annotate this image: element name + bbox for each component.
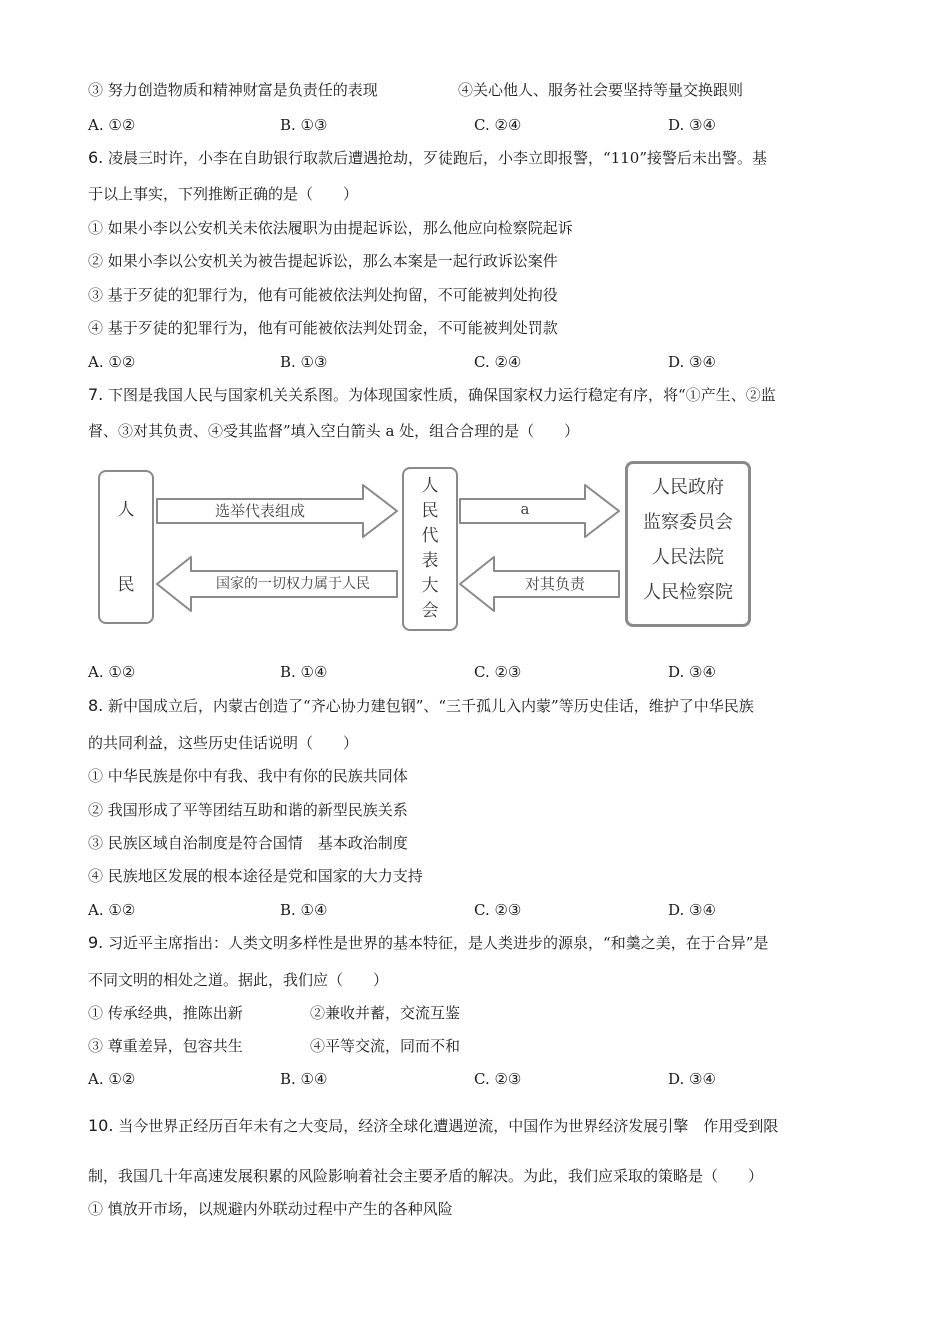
q9-statement-1: ① 传承经典，推陈出新 <box>88 1004 243 1022</box>
q8-number: 8. <box>88 696 104 715</box>
q8-option-b[interactable]: B. ①④ <box>280 901 328 919</box>
organ-government: 人民政府 <box>652 477 724 498</box>
q5-option-d[interactable]: D. ③④ <box>668 116 716 134</box>
relationship-diagram <box>95 455 760 635</box>
q9-stem-line2: 不同文明的相处之道。据此，我们应（ ） <box>88 971 389 989</box>
q9-statement-2: ②兼收并蓄，交流互鉴 <box>310 1004 461 1022</box>
q7-option-c[interactable]: C. ②③ <box>474 663 522 681</box>
q8-stem-line2: 的共同利益，这些历史佳话说明（ ） <box>88 734 359 752</box>
state-organs-box <box>625 461 751 627</box>
q6-statement-4: ④ 基于歹徒的犯罪行为，他有可能被依法判处罚金，不可能被判处罚款 <box>88 319 558 337</box>
q10-stem-text1: 当今世界正经历百年未有之大变局，经济全球化遭遇逆流，中国作为世界经济发展引擎 作用受到限 <box>118 1117 779 1135</box>
q6-number: 6. <box>88 148 104 167</box>
q8-statement-4: ④ 民族地区发展的根本途径是党和国家的大力支持 <box>88 867 423 885</box>
q6-stem-line2: 于以上事实，下列推断正确的是（ ） <box>88 185 359 203</box>
npc-box <box>402 467 458 631</box>
q6-option-a[interactable]: A. ①② <box>88 353 136 371</box>
q7-option-b[interactable]: B. ①④ <box>280 663 328 681</box>
q10-stem-line2: 制，我国几十年高速发展积累的风险影响着社会主要矛盾的解决。为此，我们应采取的策略是（ ） <box>88 1167 764 1185</box>
q8-options <box>88 900 848 920</box>
q8-statement-1: ① 中华民族是你中有我、我中有你的民族共同体 <box>88 767 408 785</box>
q8-option-a[interactable]: A. ①② <box>88 901 136 919</box>
q6-option-c[interactable]: C. ②④ <box>474 353 522 371</box>
q10-statement-1: ① 慎放开市场，以规避内外联动过程中产生的各种风险 <box>88 1200 453 1218</box>
q10-number: 10. <box>88 1116 114 1135</box>
q9-option-d[interactable]: D. ③④ <box>668 1070 716 1088</box>
q9-statement-4: ④平等交流，同而不和 <box>310 1037 461 1055</box>
q6-stem-line1 <box>88 148 767 168</box>
npc-char-5: 大 <box>421 576 439 596</box>
q7-stem-line1 <box>88 385 776 405</box>
q6-statement-2: ② 如果小李以公安机关为被告提起诉讼，那么本案是一起行政诉讼案件 <box>88 252 558 270</box>
arrow-responsible-label: 对其负责 <box>524 575 585 593</box>
q8-statement-2: ② 我国形成了平等团结互助和谐的新型民族关系 <box>88 801 408 819</box>
q5-option-c[interactable]: C. ②④ <box>474 116 522 134</box>
q6-option-b[interactable]: B. ①③ <box>280 353 328 371</box>
organ-court: 人民法院 <box>652 547 724 568</box>
q8-stem-text1: 新中国成立后，内蒙古创造了“齐心协力建包钢”、“三千孤儿入内蒙”等历史佳话，维护了中华民族 <box>108 697 754 715</box>
q7-option-d[interactable]: D. ③④ <box>668 663 716 681</box>
q6-statement-3: ③ 基于歹徒的犯罪行为，他有可能被依法判处拘留，不可能被判处拘役 <box>88 286 558 304</box>
npc-char-1: 人 <box>421 476 439 496</box>
q7-stem-line2: 督、③对其负责、④受其监督”填入空白箭头 a 处，组合合理的是（ ） <box>88 422 580 440</box>
q5-statement-4: ④关心他人、服务社会要坚持等量交换跟则 <box>458 81 744 99</box>
npc-char-2: 民 <box>421 501 439 521</box>
q8-stem-line1 <box>88 696 754 716</box>
npc-char-3: 代 <box>421 526 439 546</box>
q5-statement-3: ③ 努力创造物质和精神财富是负责任的表现 <box>88 81 378 99</box>
q8-statement-3: ③ 民族区域自治制度是符合国情 基本政治制度 <box>88 834 408 852</box>
q7-number: 7. <box>88 385 104 404</box>
npc-char-6: 会 <box>421 601 439 621</box>
q10-stem-line1 <box>88 1116 778 1136</box>
q9-option-b[interactable]: B. ①④ <box>280 1070 328 1088</box>
q6-stem-text1: 凌晨三时许，小李在自助银行取款后遭遇抢劫，歹徒跑后，小李立即报警，“110”接警后未出警。基 <box>108 149 768 167</box>
q9-options <box>88 1069 848 1089</box>
q5-option-b[interactable]: B. ①③ <box>280 116 328 134</box>
q5-options <box>88 115 848 135</box>
arrow-power-label: 国家的一切权力属于人民 <box>216 576 370 592</box>
q9-stem-text1: 习近平主席指出：人类文明多样性是世界的基本特征，是人类进步的源泉，“和羹之美，在于合异”是 <box>108 934 769 952</box>
q9-stem-line1 <box>88 933 768 953</box>
q6-statement-1: ① 如果小李以公安机关未依法履职为由提起诉讼，那么他应向检察院起诉 <box>88 219 573 237</box>
npc-char-4: 表 <box>421 551 439 571</box>
q8-option-d[interactable]: D. ③④ <box>668 901 716 919</box>
q9-option-a[interactable]: A. ①② <box>88 1070 136 1088</box>
organ-supervisory-commission: 监察委员会 <box>643 512 733 533</box>
q7-options <box>88 662 848 682</box>
people-box <box>98 470 154 624</box>
organ-procuratorate: 人民检察院 <box>643 582 733 603</box>
q7-option-a[interactable]: A. ①② <box>88 663 136 681</box>
q9-number: 9. <box>88 933 104 952</box>
people-char-1: 人 <box>117 499 135 520</box>
arrow-elect-label: 选举代表组成 <box>214 502 305 520</box>
q9-statement-3: ③ 尊重差异，包容共生 <box>88 1037 243 1055</box>
q6-option-d[interactable]: D. ③④ <box>668 353 716 371</box>
people-char-2: 民 <box>117 574 135 595</box>
q6-options <box>88 352 848 372</box>
q9-option-c[interactable]: C. ②③ <box>474 1070 522 1088</box>
q5-option-a[interactable]: A. ①② <box>88 116 136 134</box>
q8-option-c[interactable]: C. ②③ <box>474 901 522 919</box>
q7-stem-text1: 下图是我国人民与国家机关关系图。为体现国家性质，确保国家权力运行稳定有序，将“①产生、②监 <box>108 386 776 404</box>
arrow-a-label: a <box>520 500 530 518</box>
